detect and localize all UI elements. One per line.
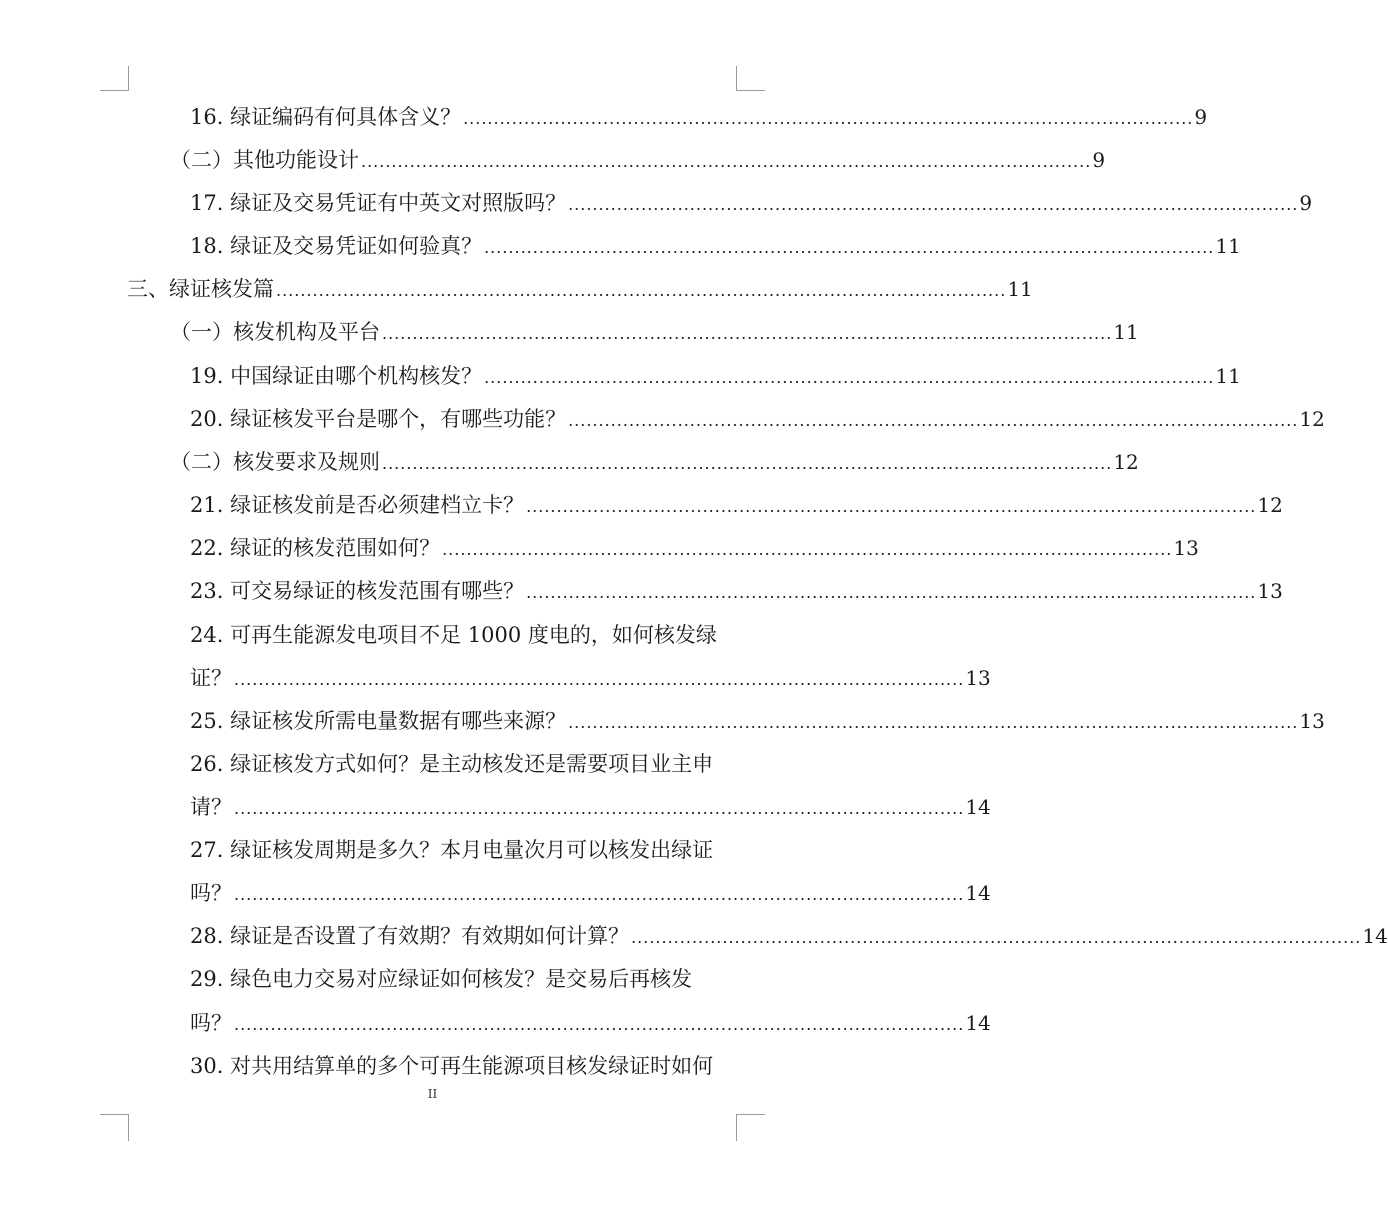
toc-page-number: 14 (965, 1011, 991, 1035)
toc-section-title: （一）核发机构及平台 (170, 320, 380, 344)
toc-entry[interactable] (190, 663, 991, 693)
toc-leader-dots: ........................................................................................................................ (234, 799, 965, 818)
toc-leader-dots: ........................................................................................................................ (442, 540, 1173, 559)
toc-leader-dots: ........................................................................................................................ (234, 1015, 965, 1034)
toc-page-number: 12 (1113, 450, 1139, 474)
toc-leader-dots: ........................................................................................................................ (463, 109, 1194, 128)
toc-entry-first-line[interactable]: 24. 可再生能源发电项目不足 1000 度电的，如何核发绿 (190, 623, 717, 647)
toc-page-number: 11 (1215, 364, 1241, 388)
toc-page-number: 12 (1299, 407, 1325, 431)
toc-entry[interactable] (190, 533, 1199, 563)
toc-entry[interactable] (190, 490, 1283, 520)
toc-leader-dots: ........................................................................................................................ (382, 324, 1113, 343)
toc-entry-title: 18. 绿证及交易凭证如何验真？ (190, 234, 483, 258)
page-number-footer: II (427, 1087, 438, 1101)
toc-page-number: 11 (1007, 277, 1033, 301)
toc-entry-title: 吗？ (190, 1011, 232, 1035)
toc-entry[interactable] (190, 1008, 991, 1038)
toc-leader-dots: ........................................................................................................................ (234, 670, 965, 689)
toc-page-number: 11 (1113, 320, 1139, 344)
toc-leader-dots: ........................................................................................................................ (276, 281, 1007, 300)
toc-entry[interactable] (170, 447, 1139, 477)
toc-page-number: 12 (1257, 493, 1283, 517)
toc-entry-title: 22. 绿证的核发范围如何？ (190, 536, 441, 560)
toc-section-title: （二）核发要求及规则 (170, 450, 380, 474)
toc-entry-title: 23. 可交易绿证的核发范围有哪些？ (190, 579, 525, 603)
toc-entry-title: 25. 绿证核发所需电量数据有哪些来源？ (190, 709, 567, 733)
toc-entry-title: 21. 绿证核发前是否必须建档立卡？ (190, 493, 525, 517)
toc-leader-dots: ........................................................................................................................ (484, 238, 1215, 257)
toc-section-title: （二）其他功能设计 (170, 148, 359, 172)
toc-leader-dots: ........................................................................................................................ (568, 195, 1299, 214)
toc-leader-dots: ........................................................................................................................ (361, 152, 1092, 171)
toc-entry-title: 20. 绿证核发平台是哪个，有哪些功能？ (190, 407, 567, 431)
toc-page-number: 13 (1257, 579, 1283, 603)
crop-mark-bottom-left (100, 1114, 129, 1141)
toc-entry[interactable] (170, 145, 1106, 175)
toc-entry-title: 证？ (190, 666, 232, 690)
toc-page-number: 11 (1215, 234, 1241, 258)
toc-page-number: 13 (1173, 536, 1199, 560)
toc-page-number: 9 (1299, 191, 1313, 215)
toc-page-number: 9 (1092, 148, 1106, 172)
toc-entry-title: 19. 中国绿证由哪个机构核发？ (190, 364, 483, 388)
toc-page-number: 13 (965, 666, 991, 690)
toc-entry[interactable] (170, 317, 1139, 347)
toc-leader-dots: ........................................................................................................................ (631, 928, 1362, 947)
toc-entry-first-line[interactable]: 29. 绿色电力交易对应绿证如何核发？是交易后再核发 (190, 967, 693, 991)
toc-page-number: 13 (1299, 709, 1325, 733)
toc-entry[interactable] (190, 792, 991, 822)
toc-leader-dots: ........................................................................................................................ (526, 497, 1257, 516)
toc-entry[interactable] (190, 231, 1241, 261)
toc-entry-first-line[interactable]: 26. 绿证核发方式如何？是主动核发还是需要项目业主申 (190, 752, 714, 776)
crop-mark-top-right (736, 66, 765, 91)
toc-leader-dots: ........................................................................................................................ (234, 885, 965, 904)
toc-entry-title: 17. 绿证及交易凭证有中英文对照版吗？ (190, 191, 567, 215)
toc-entry[interactable] (190, 921, 1388, 951)
crop-mark-bottom-right (736, 1114, 765, 1141)
toc-entry[interactable] (190, 706, 1325, 736)
toc-entry-title: 28. 绿证是否设置了有效期？有效期如何计算？ (190, 924, 630, 948)
toc-leader-dots: ........................................................................................................................ (382, 454, 1113, 473)
toc-entry[interactable] (190, 188, 1313, 218)
toc-page-number: 9 (1194, 105, 1208, 129)
toc-entry[interactable] (190, 102, 1208, 132)
toc-entry[interactable] (190, 576, 1283, 606)
toc-entry-title: 吗？ (190, 881, 232, 905)
toc-entry[interactable] (190, 361, 1241, 391)
crop-mark-top-left (100, 66, 129, 91)
toc-entry[interactable] (190, 404, 1325, 434)
toc-leader-dots: ........................................................................................................................ (526, 583, 1257, 602)
toc-page-number: 14 (965, 881, 991, 905)
toc-entry-title: 请？ (190, 795, 232, 819)
toc-leader-dots: ........................................................................................................................ (568, 713, 1299, 732)
toc-entry[interactable] (127, 274, 1033, 304)
toc-leader-dots: ........................................................................................................................ (484, 368, 1215, 387)
toc-page-number: 14 (1362, 924, 1388, 948)
toc-leader-dots: ........................................................................................................................ (568, 411, 1299, 430)
toc-entry[interactable] (190, 878, 991, 908)
toc-entry-title: 16. 绿证编码有何具体含义？ (190, 105, 462, 129)
toc-entry-first-line[interactable]: 27. 绿证核发周期是多久？本月电量次月可以核发出绿证 (190, 838, 714, 862)
toc-entry-first-line[interactable]: 30. 对共用结算单的多个可再生能源项目核发绿证时如何 (190, 1054, 714, 1078)
toc-chapter-title: 三、绿证核发篇 (127, 277, 274, 301)
toc-page-number: 14 (965, 795, 991, 819)
